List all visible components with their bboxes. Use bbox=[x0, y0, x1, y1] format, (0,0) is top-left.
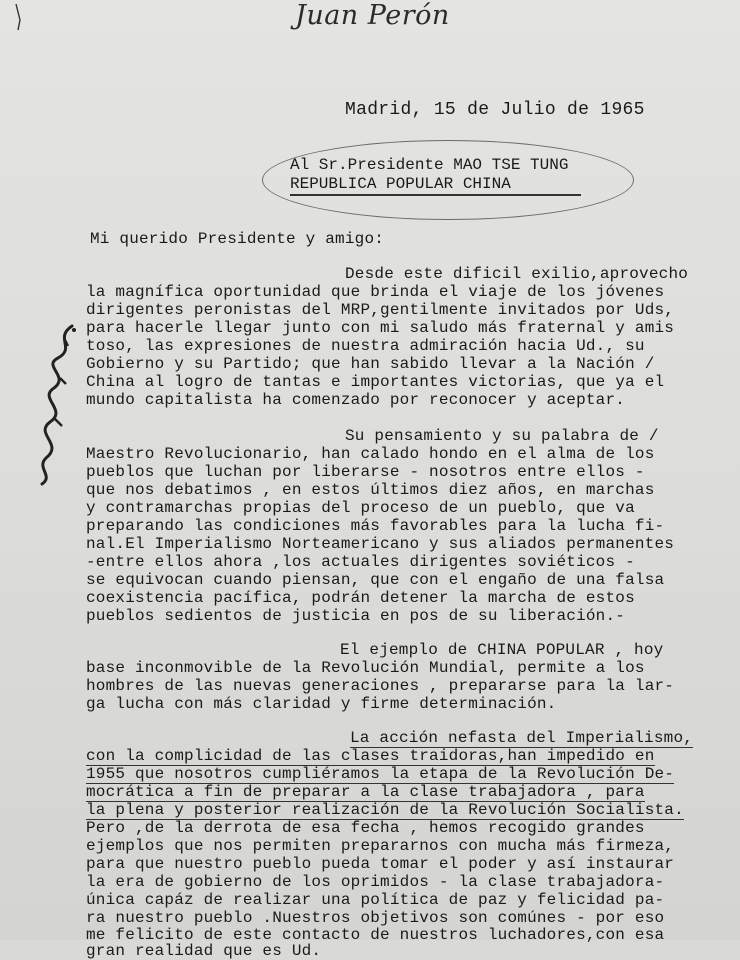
body-line: que nos debatimos , en estos últimos diez años, en marchas bbox=[86, 481, 655, 499]
body-line: Gobierno y su Partido; que han sabido llevar a la Nación / bbox=[86, 355, 655, 373]
body-line: nal.El Imperialismo Norteamericano y sus aliados permanentes bbox=[86, 535, 675, 553]
addressee-line-1: Al Sr.Presidente MAO TSE TUNG bbox=[290, 156, 569, 174]
body-line: para que nuestro pueblo pueda tomar el poder y así instaurar bbox=[86, 855, 675, 873]
body-line: gran realidad que es Ud. bbox=[86, 942, 322, 960]
body-line: -entre ellos ahora ,los actuales dirigentes soviéticos - bbox=[86, 553, 635, 571]
body-line: El ejemplo de CHINA POPULAR , hoy bbox=[340, 641, 664, 659]
body-line: preparando las condiciones más favorables para la lucha fi- bbox=[86, 517, 665, 535]
body-line-underlined: mocrática a fin de preparar a la clase trabajadora , para bbox=[86, 783, 645, 801]
body-line: única capáz de realizar una política de paz y felicidad pa- bbox=[86, 891, 665, 909]
body-line: la magnífica oportunidad que brinda el viaje de los jóvenes bbox=[86, 283, 665, 301]
body-line-underlined: la plena y posterior realización de la Revolución Socialista. bbox=[86, 801, 684, 819]
body-line: toso, las expresiones de nuestra admiración hacia Ud., su bbox=[86, 337, 645, 355]
body-line: hombres de las nuevas generaciones , prepararse para la lar- bbox=[86, 677, 675, 695]
body-line: China al logro de tantas e importantes victorias, que ya el bbox=[86, 373, 665, 391]
letter-date: Madrid, 15 de Julio de 1965 bbox=[345, 100, 645, 120]
body-line: pueblos que luchan por liberarse - nosotros entre ellos - bbox=[86, 463, 645, 481]
body-line: ejemplos que nos permiten prepararnos con mucha más firmeza, bbox=[86, 837, 675, 855]
body-line: Desde este dificil exilio,aprovecho bbox=[345, 265, 689, 283]
body-line: dirigentes peronistas del MRP,gentilmente invitados por Uds, bbox=[86, 301, 675, 319]
body-line: coexistencia pacífica, podrán detener la marcha de estos bbox=[86, 589, 635, 607]
body-line-underlined: La acción nefasta del Imperialismo, bbox=[350, 729, 694, 747]
body-line-underlined: con la complicidad de las clases traidoras,han impedido en bbox=[86, 747, 655, 765]
body-line: base inconmovible de la Revolución Mundial, permite a los bbox=[86, 659, 645, 677]
body-line: la era de gobierno de los oprimidos - la clase trabajadora- bbox=[86, 873, 665, 891]
body-line: ra nuestro pueblo .Nuestros objetivos son comúnes - por eso bbox=[86, 909, 665, 927]
body-line: pueblos sedientos de justicia en pos de su liberación.- bbox=[86, 607, 626, 625]
letterhead-signature: Juan Perón bbox=[295, 0, 450, 31]
addressee-line-2: REPUBLICA POPULAR CHINA bbox=[290, 175, 581, 196]
body-line: Pero ,de la derrota de esa fecha , hemos recogido grandes bbox=[86, 819, 645, 837]
body-line: ga lucha con más claridad y firme determinación. bbox=[86, 695, 557, 713]
salutation: Mi querido Presidente y amigo: bbox=[90, 230, 385, 248]
body-line: y contramarchas propias del proceso de un pueblo, que va bbox=[86, 499, 635, 517]
body-line: para hacerle llegar junto con mi saludo más fraternal y amis bbox=[86, 319, 675, 337]
body-line: me felicito de este contacto de nuestros luchadores,con esa bbox=[86, 926, 665, 944]
body-line: mundo capitalista ha comenzado por reconocer y aceptar. bbox=[86, 391, 626, 409]
body-line: Maestro Revolucionario, han calado hondo en el alma de los bbox=[86, 445, 655, 463]
body-line-underlined: 1955 que nosotros cumpliéramos la etapa de la Revolución De- bbox=[86, 765, 675, 783]
body-line: se equivocan cuando piensan, que con el engaño de una falsa bbox=[86, 571, 665, 589]
body-line: Su pensamiento y su palabra de / bbox=[345, 427, 659, 445]
